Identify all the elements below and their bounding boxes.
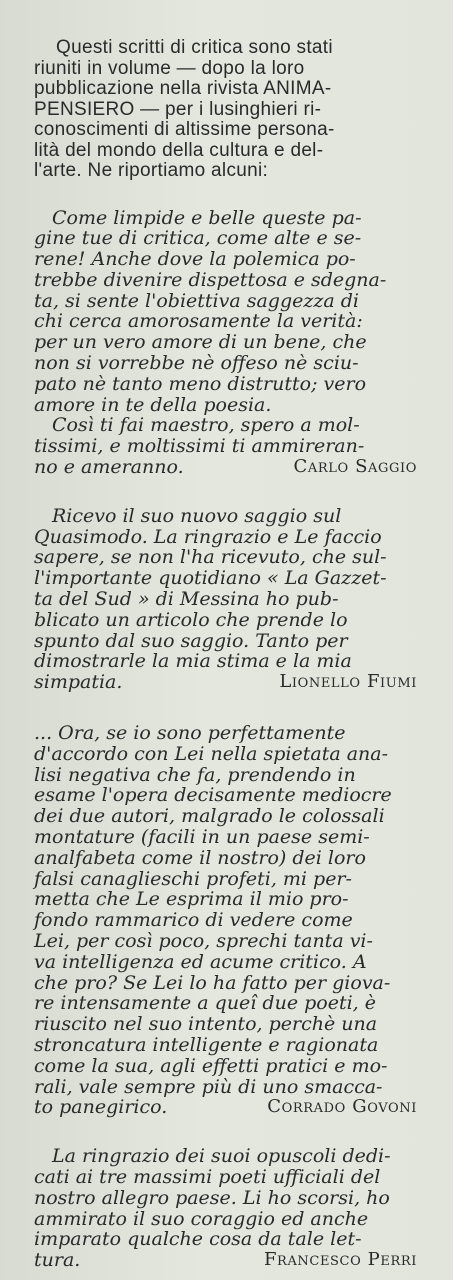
quote-line: analfabeta come il nostro) dei loro (34, 846, 366, 869)
intro-line: lità del mondo della cultura e del- (34, 139, 324, 161)
quote-line: Ricevo il suo nuovo saggio sul (52, 504, 342, 527)
quote-line: riuscito nel suo intento, perchè una (34, 1013, 378, 1036)
quote-line: ta del Sud » di Messina ho pub- (34, 588, 339, 611)
quote-line: gine tue di critica, come alte e se- (34, 227, 362, 250)
quote-last-line (34, 457, 423, 478)
quote-last-line (34, 1250, 423, 1271)
quote-line: Quasimodo. La ringrazio e Le faccio (34, 525, 382, 548)
testimonial-1 (34, 208, 423, 478)
quote-line: sapere, se non l'ha ricevuto, che sul- (34, 546, 387, 569)
quote-line: fondo rammarico di vedere come (34, 909, 353, 932)
quote-line: lisi negativa che fa, prendendo in (34, 763, 356, 786)
quote-line: d'accordo con Lei nella spietata ana- (34, 742, 389, 765)
author-signature: Francesco Perri (263, 1249, 417, 1271)
quote-last-line (34, 672, 423, 693)
testimonial-3 (34, 723, 423, 1118)
quote-line: Così ti fai maestro, spero a mol- (52, 414, 360, 437)
quote-line: ammirato il suo coraggio ed anche (34, 1207, 369, 1230)
quote-line: esame l'opera decisamente mediocre (34, 784, 392, 807)
quote-line: ta, si sente l'obiettiva saggezza di (34, 289, 360, 312)
testimonial-2 (34, 506, 423, 693)
quote-line: falsi canaglieschi profeti, mi per- (34, 867, 352, 890)
quote-line: tissimi, e moltissimi ti ammireran- (34, 435, 365, 458)
quote-line: nostro allegro paese. Li ho scorsi, ho (34, 1186, 390, 1209)
quote-line: chi cerca amorosamente la verità: (34, 310, 363, 333)
intro-line: pubblicazione nella rivista ANIMA- (34, 78, 332, 99)
quote-line: va intelligenza ed acume critico. A (34, 950, 367, 973)
quote-line: come la sua, agli effetti pratici e mo- (34, 1054, 388, 1077)
quote-line: per un vero amore di un bene, che (34, 331, 367, 354)
quote-line: tura. (34, 1249, 81, 1272)
quote-line: re intensamente a queî due poeti, è (34, 992, 376, 1015)
author-signature: Corrado Govoni (267, 1096, 417, 1118)
quote-line: to panegirico. (34, 1096, 168, 1119)
intro-line: Questi scritti di critica sono stati (56, 37, 333, 58)
quote-line: Lei, per così poco, sprechi tanta vi- (34, 930, 373, 952)
quote-line: l'importante quotidiano « La Gazzet- (34, 567, 387, 590)
quote-line: montature (facili in un paese semi- (34, 826, 370, 849)
intro-line: riuniti in volume — dopo la loro (34, 57, 305, 79)
quote-last-line (34, 1097, 423, 1118)
author-signature: Carlo Saggio (293, 456, 417, 478)
intro-paragraph (34, 38, 423, 182)
quote-line: stroncatura intelligente e ragionata (34, 1033, 379, 1056)
quote-line: cati ai tre massimi poeti ufficiali del (34, 1165, 381, 1188)
quote-line: che pro? Se Lei lo ha fatto per giova- (34, 971, 391, 994)
quote-line: pato nè tanto meno distrutto; vero (34, 372, 367, 395)
quote-line: rene! Anche dove la polemica po- (34, 248, 356, 271)
quote-line: La ringrazio dei suoi opuscoli dedi- (52, 1145, 391, 1168)
quote-line: ... Ora, se io sono perfettamente (34, 722, 346, 745)
intro-line: l'arte. Ne riportiamo alcuni: (34, 160, 269, 181)
quote-line: no e ameranno. (34, 456, 184, 479)
quote-line: Come limpide e belle queste pa- (52, 206, 362, 229)
quote-line: amore in te della poesia. (34, 393, 272, 416)
quote-line: non si vorrebbe nè offeso nè sciu- (34, 352, 359, 375)
quote-line: trebbe divenire dispettosa e sdegna- (34, 268, 387, 291)
intro-line: PENSIERO — per i lusinghieri ri- (34, 98, 322, 120)
quote-line: metta che Le esprima il mio pro- (34, 888, 349, 911)
author-signature: Lionello Fiumi (279, 671, 417, 693)
quote-line: imparato qualche cosa da tale let- (34, 1228, 362, 1251)
quote-line: dei due autori, malgrado le colossali (34, 805, 385, 828)
quote-line: rali, vale sempre più di uno smacca- (34, 1075, 383, 1098)
quote-line: dimostrarle la mia stima e la mia (34, 650, 352, 673)
intro-line: conoscimenti di altissime persona- (34, 119, 335, 140)
quote-line: spunto dal suo saggio. Tanto per (34, 629, 348, 652)
testimonial-4 (34, 1146, 423, 1271)
quote-line: blicato un articolo che prende lo (34, 608, 348, 631)
quote-line: simpatia. (34, 671, 123, 694)
